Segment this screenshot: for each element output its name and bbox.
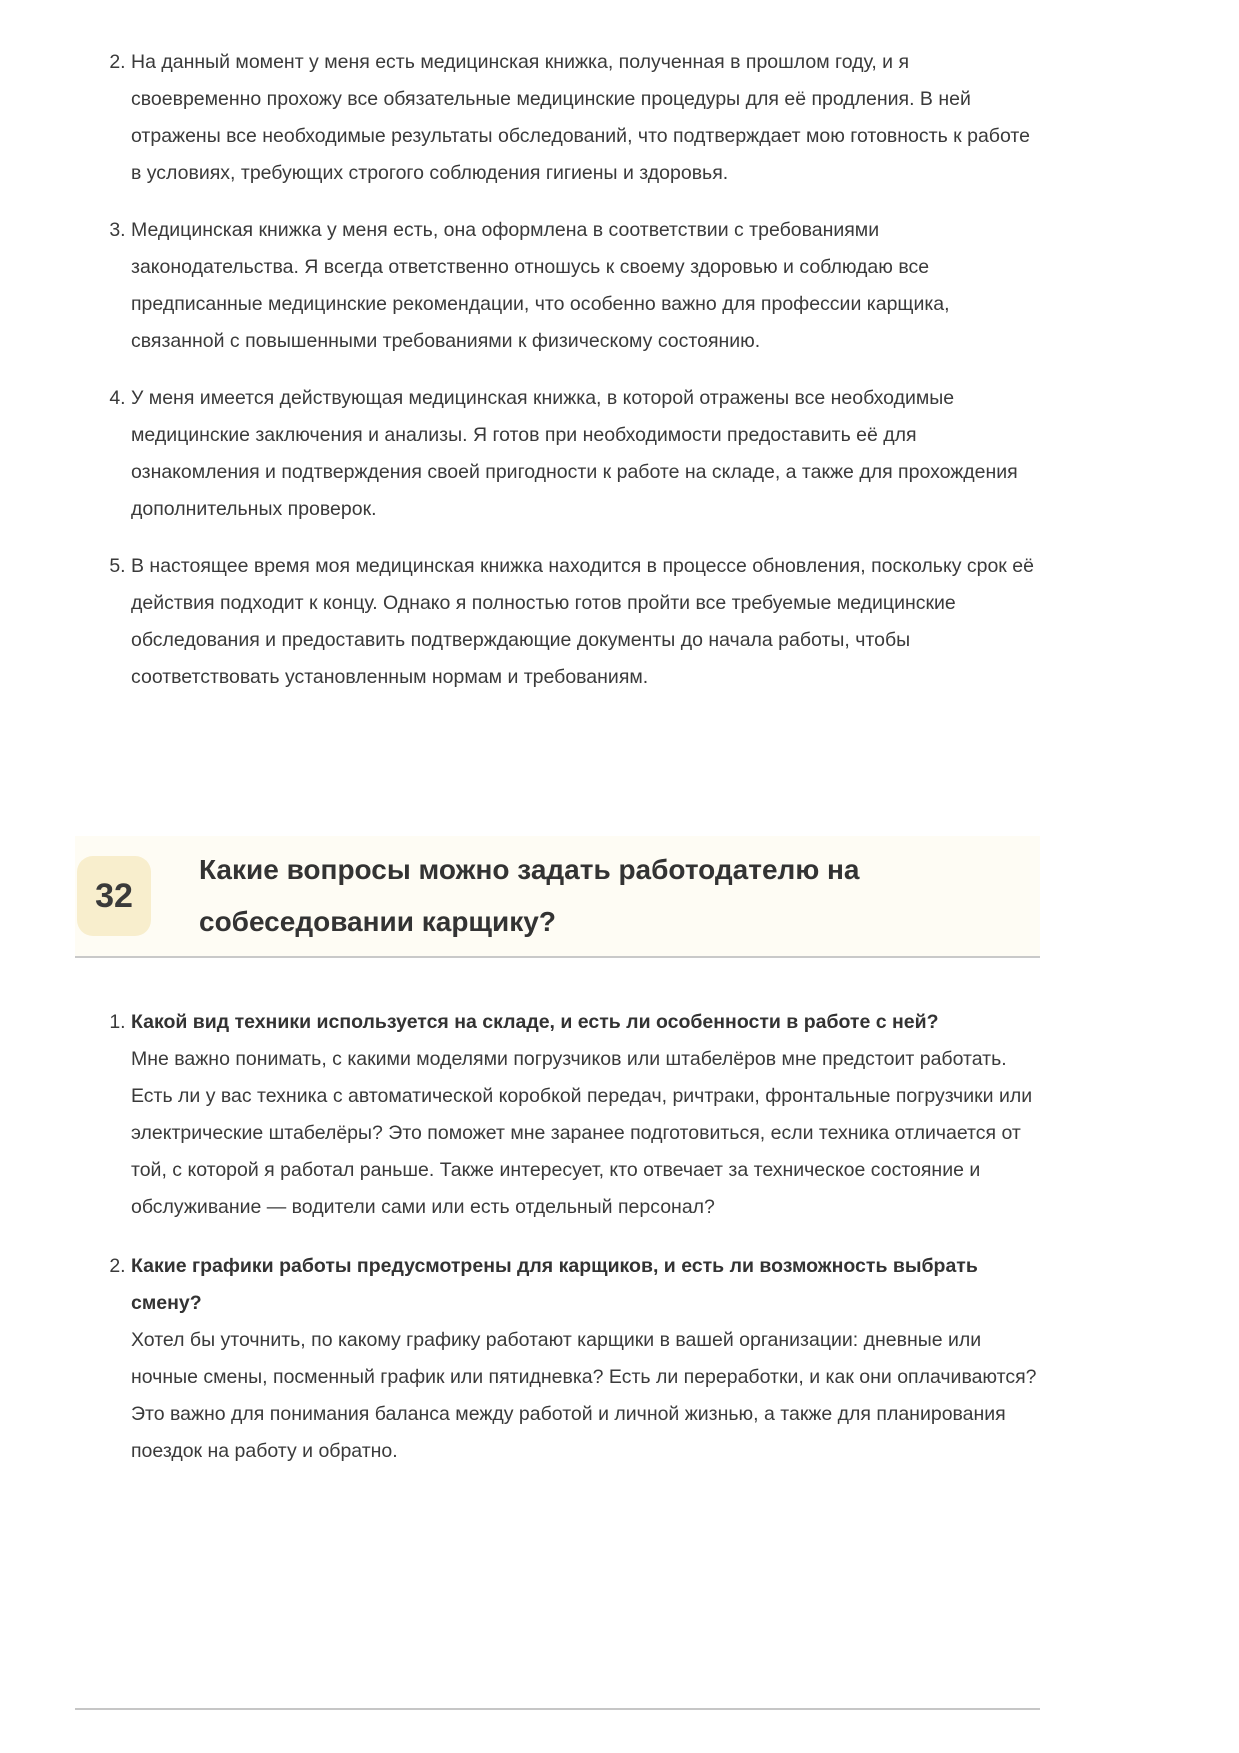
next-section-divider [75, 1708, 1040, 1710]
question-text: 2. Какие графики работы предусмотрены для карщиков, и есть ли возможность выбрать смену? [131, 1255, 978, 1314]
question-text: 1. Какой вид техники используется на складе, и есть ли особенности в работе с ней? [131, 1011, 939, 1033]
section-title: Какие вопросы можно задать работодателю на собеседовании карщику? [199, 854, 860, 937]
document-page [75, 0, 1040, 1710]
list-item: 5. В настоящее время моя медицинская книжка находится в процессе обновления, поскольку срок её действия подходит к концу. Однако я полностью готов пройти все требуемые медицинские обследования и предоставить подтверждающие документы до начала работы, чтобы соответствовать установленным нормам и требованиям. [131, 548, 1040, 696]
section-header [75, 836, 1040, 958]
question-item [131, 1248, 1040, 1470]
list-item: 2. На данный момент у меня есть медицинская книжка, полученная в прошлом году, и я своевременно прохожу все обязательные медицинские процедуры для её продления. В ней отражены все необходимые результаты обследований, что подтверждает мою готовность к работе в условиях, требующих строгого соблюдения гигиены и здоровья. [131, 44, 1040, 192]
list-item: 3. Медицинская книжка у меня есть, она оформлена в соответствии с требованиями законодательства. Я всегда ответственно отношусь к своему здоровью и соблюдаю все предписанные медицинские рекомендации, что особенно важно для профессии карщика, связанной с повышенными требованиями к физическому состоянию. [131, 212, 1040, 360]
answer-text: Мне важно понимать, с какими моделями погрузчиков или штабелёров мне предстоит работать. Есть ли у вас техника с автоматической коробкой передач, ричтраки, фронтальные погрузчики или электрические штабелёры? Это поможет мне заранее подготовиться, если техника отличается от той, с которой я работал раньше. Также интересует, кто отвечает за техническое состояние и обслуживание — водители сами или есть отдельный персонал? [131, 1048, 1033, 1218]
list-item: 4. У меня имеется действующая медицинская книжка, в которой отражены все необходимые медицинские заключения и анализы. Я готов при необходимости предоставить её для ознакомления и подтверждения своей пригодности к работе на складе, а также для прохождения дополнительных проверок. [131, 380, 1040, 528]
employer-questions-list [75, 1004, 1040, 1470]
answer-text: Хотел бы уточнить, по какому графику работают карщики в вашей организации: дневные или ночные смены, посменный график или пятидневка? Есть ли переработки, и как они оплачиваются? Это важно для понимания баланса между работой и личной жизнью, а также для планирования поездок на работу и обратно. [131, 1329, 1037, 1462]
medical-answers-list [75, 44, 1040, 696]
section-number-badge: 32 [77, 856, 151, 936]
question-item [131, 1004, 1040, 1226]
